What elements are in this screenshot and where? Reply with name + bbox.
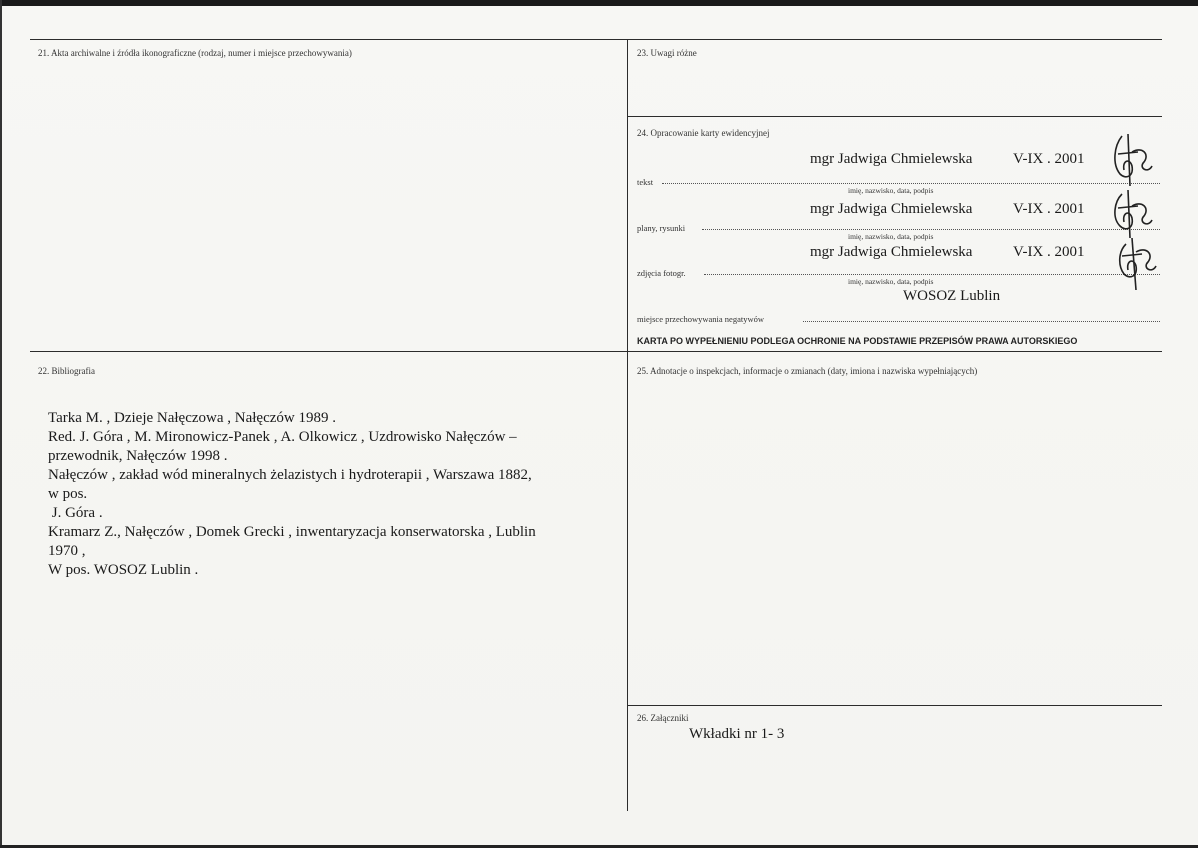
bibliography-line: Tarka M. , Dzieje Nałęczowa , Nałęczów 1989 . <box>48 410 336 426</box>
bibliography-text <box>48 409 608 580</box>
date-zdjecia: V-IX . 2001 <box>1013 244 1085 260</box>
top-rule <box>30 39 1162 40</box>
negatives-location: WOSOZ Lublin <box>903 288 1001 304</box>
bibliography-line: przewodnik, Nałęczów 1998 . <box>48 448 228 464</box>
section-26-title: 26. Załączniki <box>637 713 689 723</box>
bibliography-line: J. Góra . <box>48 505 103 521</box>
bibliography-line: W pos. WOSOZ Lublin . <box>48 562 199 578</box>
rule-after-23 <box>627 116 1162 117</box>
label-tekst: tekst <box>637 177 654 187</box>
author-name-plany: mgr Jadwiga Chmielewska <box>810 201 973 217</box>
page-edge-left <box>0 0 2 848</box>
author-name-text: mgr Jadwiga Chmielewska <box>810 151 973 167</box>
section-23-title: 23. Uwagi różne <box>637 48 697 58</box>
date-text: V-IX . 2001 <box>1013 151 1085 167</box>
bibliography-line: Nałęczów , zakład wód mineralnych żelazistych i hydroterapii , Warszawa 1882, <box>48 467 532 483</box>
dotted-line-tekst <box>662 183 1160 184</box>
caption-zdjecia: imię, nazwisko, data, podpis <box>848 277 934 286</box>
section-24-title: 24. Opracowanie karty ewidencyjnej <box>637 128 770 138</box>
label-negatives: miejsce przechowywania negatywów <box>637 314 764 324</box>
rule-after-25 <box>627 705 1162 706</box>
section-25-title: 25. Adnotacje o inspekcjach, informacje o zmianach (daty, imiona i nazwiska wypełniających) <box>637 366 978 376</box>
bibliography-line: Kramarz Z., Nałęczów , Domek Grecki , inwentaryzacja konserwatorska , Lublin <box>48 524 536 540</box>
bibliography-line: Red. J. Góra , M. Mironowicz-Panek , A. Olkowicz , Uzdrowisko Nałęczów – <box>48 429 517 445</box>
bibliography-line: w pos. <box>48 486 88 502</box>
signature-3 <box>1114 236 1160 292</box>
signature-2 <box>1108 188 1158 240</box>
section-21-title: 21. Akta archiwalne i źródła ikonograficzne (rodzaj, numer i miejsce przechowywania) <box>38 48 352 58</box>
dotted-line-zdjecia <box>704 274 1160 275</box>
bibliography-line: 1970 , <box>48 543 86 559</box>
middle-rule <box>30 351 1162 352</box>
dotted-line-negatives <box>803 321 1160 322</box>
label-plany: plany, rysunki <box>637 223 686 233</box>
dotted-line-plany <box>702 229 1160 230</box>
section-22-title: 22. Bibliografia <box>38 366 95 376</box>
signature-1 <box>1108 130 1158 192</box>
author-name-zdjecia: mgr Jadwiga Chmielewska <box>810 244 973 260</box>
caption-tekst: imię, nazwisko, data, podpis <box>848 186 934 195</box>
label-zdjecia: zdjęcia fotogr. <box>637 268 686 278</box>
date-plany: V-IX . 2001 <box>1013 201 1085 217</box>
page-edge-top <box>0 0 1198 6</box>
center-divider <box>627 39 628 811</box>
caption-plany: imię, nazwisko, data, podpis <box>848 232 934 241</box>
attachments-value: Wkładki nr 1- 3 <box>689 726 785 742</box>
copyright-notice: KARTA PO WYPEŁNIENIU PODLEGA OCHRONIE NA PODSTAWIE PRZEPISÓW PRAWA AUTORSKIEGO <box>637 336 1078 346</box>
